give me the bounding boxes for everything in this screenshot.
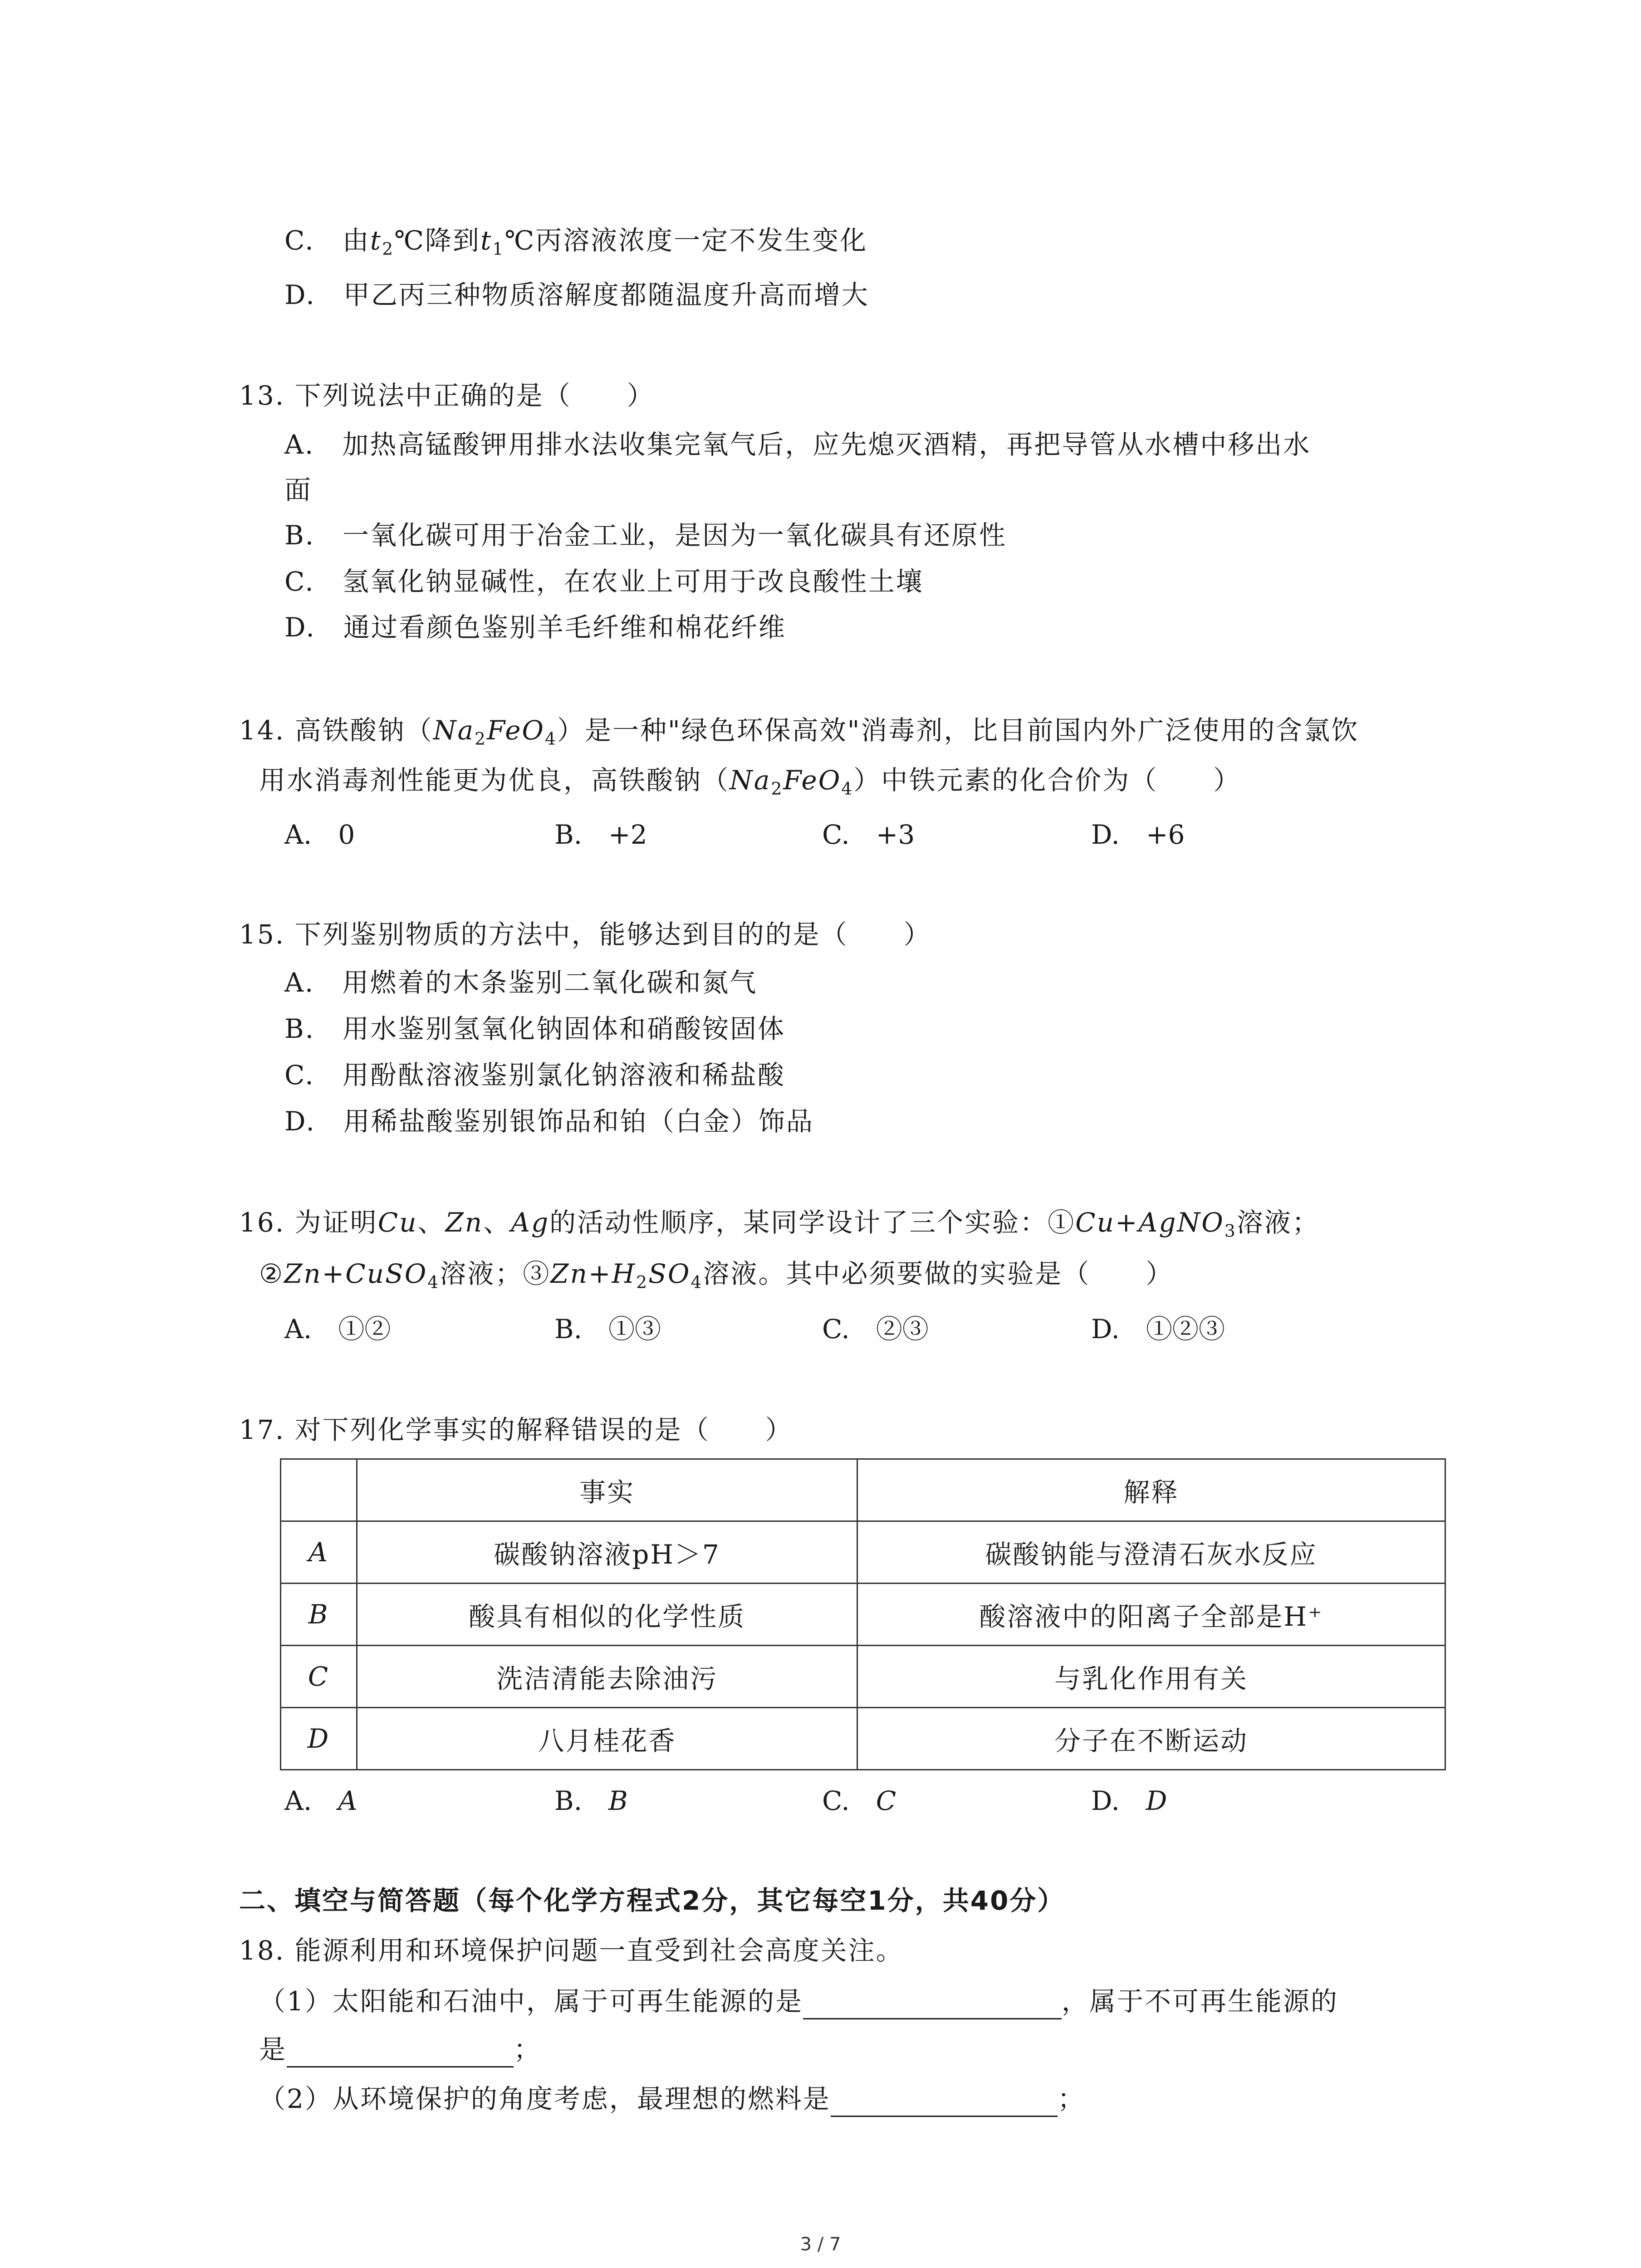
q14-formula2-feo: FeO xyxy=(783,765,842,796)
q18-blank-ideal-fuel[interactable] xyxy=(831,2087,1058,2117)
q17-stem: 17. 对下列化学事实的解释错误的是（ ） xyxy=(239,1414,793,1445)
q16-exp2: Zn+CuSO xyxy=(284,1258,428,1289)
q15-option-d: D. 用稀盐酸鉴别银饰品和铂（白金）饰品 xyxy=(284,1106,814,1137)
q14-formula-na: Na xyxy=(433,715,475,746)
q16-exp1: Cu+AgNO xyxy=(1075,1207,1225,1238)
q16-exp3-sub1: 2 xyxy=(636,1272,649,1292)
table-row xyxy=(281,1521,1445,1584)
q12-option-c-suffix: ℃丙溶液浓度一定不发生变化 xyxy=(505,225,868,256)
table-row xyxy=(281,1584,1445,1646)
q18-part2 xyxy=(259,2081,1085,2117)
table-cell-fact: 洗洁清能去除油污 xyxy=(357,1646,857,1708)
table-cell-explain: 碳酸钠能与澄清石灰水反应 xyxy=(857,1521,1445,1584)
q16-ag: Ag xyxy=(511,1207,550,1238)
q18-stem: 18. 能源利用和环境保护问题一直受到社会高度关注。 xyxy=(239,1935,904,1966)
q16-stem2-suffix: 溶液。其中必须要做的实验是（ ） xyxy=(703,1258,1174,1289)
table-cell-key: B xyxy=(281,1584,357,1646)
q14-stem1-suffix: ）是一种"绿色环保高效"消毒剂，比目前国内外广泛使用的含氯饮 xyxy=(557,715,1359,746)
q16-exp3-sub2: 4 xyxy=(691,1272,703,1292)
q16-stem1-suffix: 溶液； xyxy=(1236,1207,1320,1238)
q17-option-d-label: D. xyxy=(1091,1785,1146,1816)
q17-option-b-label: B. xyxy=(554,1785,609,1816)
q17-option-d-value: D xyxy=(1146,1785,1167,1816)
q14-option-b: B. +2 xyxy=(554,819,647,850)
q18-part1-cont: 是 xyxy=(259,2034,287,2065)
table-header-fact: 事实 xyxy=(357,1459,857,1521)
q15-option-b: B. 用水鉴别氢氧化钠固体和硝酸铵固体 xyxy=(284,1013,786,1044)
q16-exp1-sub: 3 xyxy=(1224,1221,1237,1241)
q12-option-c-mid: ℃降到 xyxy=(394,225,480,256)
q12-option-c xyxy=(284,222,867,267)
q18-part1-line1 xyxy=(259,1983,1338,2019)
q16-exp2-sub: 4 xyxy=(427,1272,440,1292)
q16-sep1: 、 xyxy=(417,1207,446,1238)
q16-stem2-prefix: ② xyxy=(259,1258,284,1289)
q14-stem1-prefix: 14. 高铁酸钠（ xyxy=(239,715,433,746)
page-number: 3 / 7 xyxy=(800,2234,841,2255)
q14-stem2-prefix: 用水消毒剂性能更为优良，高铁酸钠（ xyxy=(259,765,730,796)
q17-option-b xyxy=(554,1783,628,1819)
q17-facts-table xyxy=(280,1458,1446,1770)
q16-sep2: 、 xyxy=(483,1207,511,1238)
q16-option-a: A. ①② xyxy=(284,1314,391,1344)
q16-stem1-prefix: 16. 为证明 xyxy=(239,1207,378,1238)
q17-option-b-value: B xyxy=(608,1785,628,1816)
q16-option-b: B. ①③ xyxy=(554,1314,661,1344)
q14-option-d: D. +6 xyxy=(1091,819,1185,850)
q12-option-c-prefix: C. 由 xyxy=(284,225,370,256)
q12-t2-subscript: 2 xyxy=(382,239,395,259)
q18-blank-renewable[interactable] xyxy=(803,1990,1062,2019)
q17-option-a-value: A xyxy=(338,1785,358,1816)
q16-option-c: C. ②③ xyxy=(822,1314,929,1344)
q16-zn: Zn xyxy=(445,1207,484,1238)
q13-stem: 13. 下列说法中正确的是（ ） xyxy=(239,380,655,411)
q14-formula-o-sub: 4 xyxy=(544,728,557,749)
q14-option-c: C. +3 xyxy=(822,819,915,850)
table-cell-explain: 分子在不断运动 xyxy=(857,1708,1445,1770)
q15-stem: 15. 下列鉴别物质的方法中，能够达到目的的是（ ） xyxy=(239,919,931,950)
q16-exp3-a: Zn+H xyxy=(550,1258,637,1289)
q17-option-d xyxy=(1091,1783,1167,1819)
q14-formula2-na: Na xyxy=(730,765,771,796)
table-header-explain: 解释 xyxy=(857,1459,1445,1521)
q18-part2-prefix: （2）从环境保护的角度考虑，最理想的燃料是 xyxy=(259,2083,831,2114)
table-cell-fact: 酸具有相似的化学性质 xyxy=(357,1584,857,1646)
q17-option-c-value: C xyxy=(876,1785,896,1816)
q13-option-b: B. 一氧化碳可用于冶金工业，是因为一氧化碳具有还原性 xyxy=(284,520,1007,551)
q14-option-a: A. 0 xyxy=(284,819,355,850)
table-cell-explain: 与乳化作用有关 xyxy=(857,1646,1445,1708)
table-cell-key: C xyxy=(281,1646,357,1708)
q16-stem1-mid: 的活动性顺序，某同学设计了三个实验：① xyxy=(549,1207,1076,1238)
q17-option-a xyxy=(284,1783,357,1819)
q12-t1-subscript: 1 xyxy=(492,239,505,259)
q15-option-c: C. 用酚酞溶液鉴别氯化钠溶液和稀盐酸 xyxy=(284,1060,785,1090)
table-cell-fact: 碳酸钠溶液pH＞7 xyxy=(357,1521,857,1584)
q14-formula2-o-sub: 4 xyxy=(841,778,854,799)
table-cell-explain: 酸溶液中的阳离子全部是H⁺ xyxy=(857,1584,1445,1646)
q14-formula2-na-sub: 2 xyxy=(771,778,784,799)
q14-stem2-suffix: ）中铁元素的化合价为（ ） xyxy=(853,765,1241,796)
q14-formula-feo: FeO xyxy=(487,715,545,746)
q17-option-c xyxy=(822,1783,896,1819)
q12-t1-symbol: t xyxy=(480,225,493,256)
q16-cu: Cu xyxy=(377,1207,418,1238)
q16-option-d: D. ①②③ xyxy=(1091,1314,1225,1344)
table-row xyxy=(281,1646,1445,1708)
q16-stem-line1 xyxy=(239,1204,1320,1249)
q18-part1-line2 xyxy=(259,2031,541,2068)
table-cell-key: D xyxy=(281,1708,357,1770)
q18-part2-end: ； xyxy=(1057,2083,1085,2114)
q15-option-a: A. 用燃着的木条鉴别二氧化碳和氮气 xyxy=(284,967,758,998)
q17-option-a-label: A. xyxy=(284,1785,338,1816)
q13-option-a-line1: A. 加热高锰酸钾用排水法收集完氧气后，应先熄灭酒精，再把导管从水槽中移出水 xyxy=(284,429,1311,460)
table-header-row xyxy=(281,1459,1445,1521)
q13-option-a-line2: 面 xyxy=(284,474,313,505)
q16-stem2-mid: 溶液；③ xyxy=(440,1258,551,1289)
q13-option-c: C. 氢氧化钠显碱性，在农业上可用于改良酸性土壤 xyxy=(284,566,924,597)
q14-stem-line2 xyxy=(259,762,1241,807)
table-header-key xyxy=(281,1459,357,1521)
q16-exp3-b: SO xyxy=(648,1258,691,1289)
q13-option-d: D. 通过看颜色鉴别羊毛纤维和棉花纤维 xyxy=(284,612,786,643)
q18-part1-suffix: ，属于不可再生能源的 xyxy=(1061,1986,1338,2017)
q12-t2-symbol: t xyxy=(370,225,382,256)
q14-formula-na-sub: 2 xyxy=(475,728,487,749)
q14-stem-line1 xyxy=(239,712,1359,757)
q16-stem-line2 xyxy=(259,1256,1173,1300)
q18-part1-prefix: （1）太阳能和石油中，属于可再生能源的是 xyxy=(259,1986,803,2017)
section2-title: 二、填空与简答题（每个化学方程式2分，其它每空1分，共40分） xyxy=(239,1885,1065,1916)
q18-blank-nonrenewable[interactable] xyxy=(287,2038,514,2068)
table-row xyxy=(281,1708,1445,1770)
q12-option-d: D. 甲乙丙三种物质溶解度都随温度升高而增大 xyxy=(284,279,869,310)
q17-option-c-label: C. xyxy=(822,1785,876,1816)
table-cell-fact: 八月桂花香 xyxy=(357,1708,857,1770)
table-cell-key: A xyxy=(281,1521,357,1584)
q18-part1-end: ； xyxy=(514,2034,542,2065)
